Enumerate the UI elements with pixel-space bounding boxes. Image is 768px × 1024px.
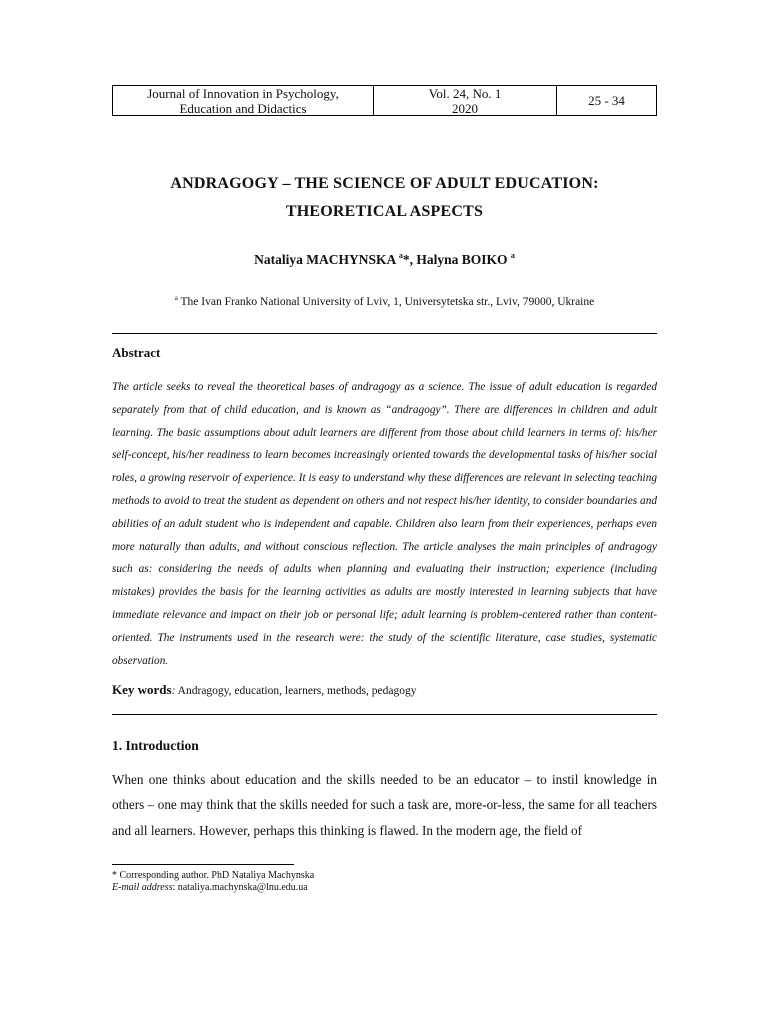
volume-year: 2020 [452, 100, 478, 116]
corresponding-author-mark: *, [402, 252, 413, 267]
journal-header-table [112, 85, 657, 116]
volume-number: Vol. 24, No. 1 [428, 85, 502, 101]
keywords-label: Key words [112, 682, 172, 697]
volume-cell [374, 86, 557, 115]
keywords-colon: : [171, 685, 176, 697]
pages-cell [557, 86, 656, 115]
paper-title-line2: THEORETICAL ASPECTS [285, 203, 484, 220]
abstract-heading: Abstract [112, 345, 161, 360]
affiliation-mark: a [174, 294, 178, 302]
journal-name-cell [113, 86, 374, 115]
author-list [112, 251, 657, 268]
introduction-heading: 1. Introduction [112, 738, 199, 753]
paper-title-line1: ANDRAGOGY – THE SCIENCE OF ADULT EDUCATION: [170, 175, 599, 192]
divider-top [112, 333, 657, 334]
abstract-text: The article seeks to reveal the theoretical bases of andragogy as a science. The issue of adult education is regarded separately from that of child education, and is known as “andragogy”. There are differences in children and adult learning. The basic assumptions about adult learners are different from those about child learners in terms of: his/her self-concept, his/her readiness to learn becomes increasingly oriented towards the developmental tasks of his/her social roles, a growing reservoir of experience. It is easy to understand why these differences are relevant in selecting teaching methods to avoid to treat the student as dependent on others and not respect his/her identity, to consider boundaries and abilities of an adult student who is independent and capable. Children also learn from their experiences, perhaps even more naturally than adults, and without conscious reflection. The article analyses the main principles of andragogy such as: considering the needs of adults when planning and evaluating their instruction; experience (including mistakes) provides the basis for the learning activities as adults are mostly interested in learning subjects that have immediate relevance and impact on their job or personal life; adult learning is problem-centered rather than content-oriented. The instruments used in the research were: the study of the scientific literature, case studies, systematic observation. [112, 381, 657, 667]
footnote-email [112, 882, 308, 893]
email-address: : nataliya.machynska@lnu.edu.ua [172, 882, 308, 893]
journal-name-line1: Journal of Innovation in Psychology, [147, 85, 339, 101]
author-name-1: Nataliya MACHYNSKA [254, 252, 396, 267]
affiliation [112, 294, 657, 308]
author-2-affiliation-mark: a [510, 251, 515, 260]
journal-name-line2: Education and Didactics [179, 100, 307, 116]
email-label: E-mail address [112, 882, 173, 893]
keywords [112, 682, 416, 698]
footnote-divider [112, 864, 294, 865]
footnote-corresponding-author: * Corresponding author. PhD Nataliya Machynska [112, 870, 315, 881]
affiliation-text: The Ivan Franko National University of Lviv, 1, Universytetska str., Lviv, 79000, Ukraine [180, 296, 595, 308]
author-name-2: Halyna BOIKO [416, 252, 508, 267]
introduction-text: When one thinks about education and the skills needed to be an educator – to instil knowledge in others – one may think that the skills needed for such a task are, more-or-less, the same for all teachers and all learners. However, perhaps this thinking is flawed. In the modern age, the field of [112, 772, 657, 838]
page-range: 25 - 34 [588, 93, 625, 108]
divider-bottom [112, 714, 657, 715]
author-1-affiliation-mark: a [398, 251, 403, 260]
keywords-list: Andragogy, education, learners, methods, pedagogy [175, 685, 417, 697]
